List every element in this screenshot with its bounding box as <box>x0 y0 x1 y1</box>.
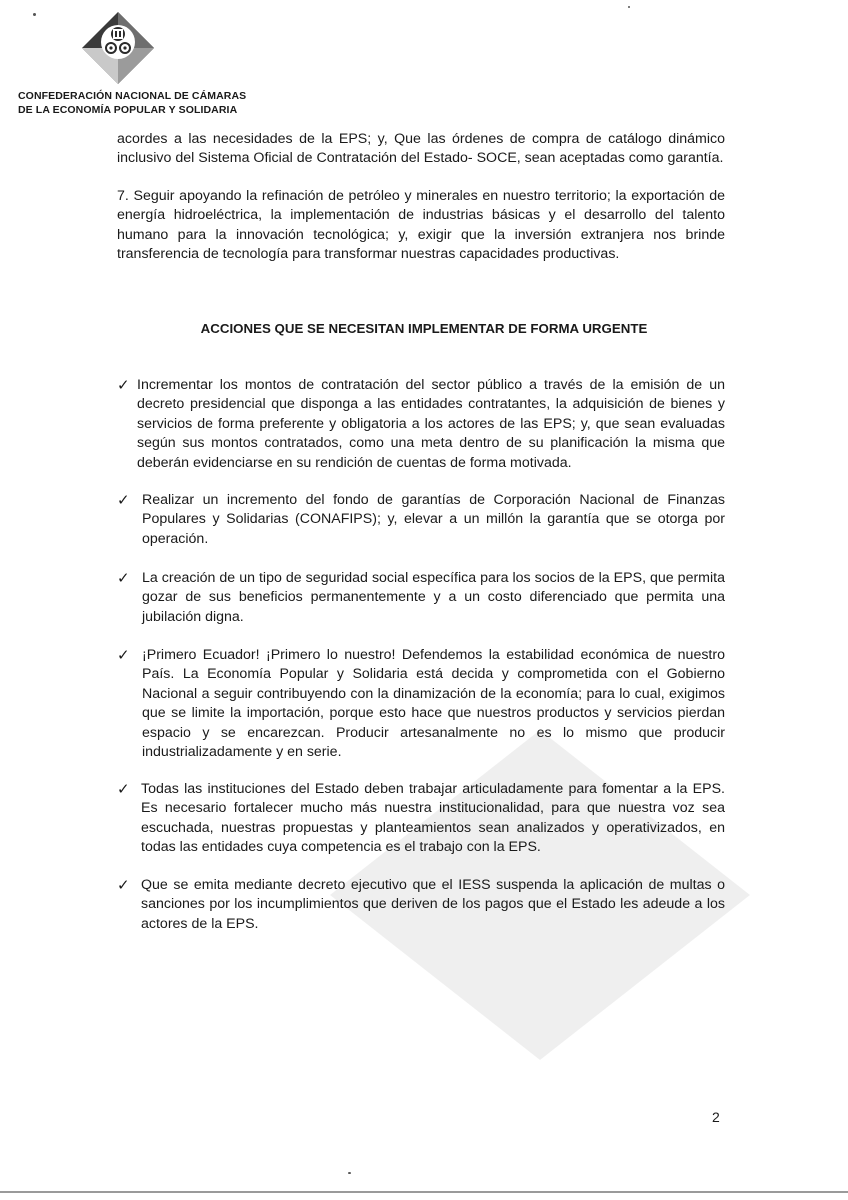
checkmark-icon: ✓ <box>117 492 130 509</box>
list-item-text: ¡Primero Ecuador! ¡Primero lo nuestro! Defendemos la estabilidad económica de nuestro País. La Economía Popular y Solidaria está decida y comprometida con el Gobierno Nacional a seguir contribuyendo con la dinamización de la economía; para lo cual, exigimos que se limite la importación, porque esto hace que nuestros productos y servicios pierdan espacio y se encarezcan. Producir artesanalmente no es lo mismo que producir industrializadamente y en serie. <box>142 647 725 761</box>
list-item-text: Realizar un incremento del fondo de garantías de Corporación Nacional de Finanzas Populares y Solidarias (CONAFIPS); y, elevar a un millón la garantía que se otorga por operación. <box>142 492 725 547</box>
checkmark-icon: ✓ <box>117 647 130 664</box>
organization-name <box>18 89 246 117</box>
scan-edge-line <box>0 1191 848 1193</box>
page-number: 2 <box>712 1109 720 1125</box>
organization-name-line1: CONFEDERACIÓN NACIONAL DE CÁMARAS <box>18 90 247 102</box>
list-item-text: Todas las instituciones del Estado deben trabajar articuladamente para fomentar a la EPS. Es necesario fortalecer mucho más nuestra institucionalidad, para que nuestra voz sea escuchada, nuestras propuestas y planteamientos sean analizados y operativizados, en todas las entidades cuya competencia es el trabajo con la EPS. <box>141 781 725 856</box>
checkmark-icon: ✓ <box>117 377 130 394</box>
organization-logo <box>80 10 156 86</box>
list-item-text: La creación de un tipo de seguridad social específica para los socios de la EPS, que permita gozar de sus beneficios permanentemente y a un costo diferenciado que permita una jubilación digna. <box>142 570 725 625</box>
list-item-text: Incrementar los montos de contratación del sector público a través de la emisión de un decreto presidencial que disponga a las entidades contratantes, la adquisición de bienes y servicios de forma preferente y obligatoria a los actores de las EPS; y, que sean evaluadas según sus montos contratados, como una meta dentro de su planificación la misma que deberán evidenciarse en su rendición de cuentas de forma motivada. <box>137 377 725 471</box>
paragraph-item-7: 7. Seguir apoyando la refinación de petróleo y minerales en nuestro territorio; la exportación de energía hidroeléctrica, la implementación de industrias básicas y el desarrollo del talento humano para la innovación tecnológica; y, exigir que la inversión extranjera nos brinde transferencia de tecnología para transformar nuestras capacidades productivas. <box>117 188 725 263</box>
checkmark-icon: ✓ <box>117 570 130 587</box>
paragraph-continued: acordes a las necesidades de la EPS; y, Que las órdenes de compra de catálogo dinámico inclusivo del Sistema Oficial de Contratación del Estado- SOCE, sean aceptadas como garantía. <box>117 131 725 167</box>
scan-speck <box>348 1172 351 1174</box>
checkmark-icon: ✓ <box>117 877 130 894</box>
scan-speck <box>33 13 36 16</box>
list-item-text: Que se emita mediante decreto ejecutivo que el IESS suspenda la aplicación de multas o sanciones por los incumplimientos que deriven de los pagos que el Estado les adeude a los actores de la EPS. <box>141 877 725 932</box>
organization-name-line2: DE LA ECONOMÍA POPULAR Y SOLIDARIA <box>18 104 238 116</box>
scan-speck <box>628 6 630 8</box>
section-heading: ACCIONES QUE SE NECESITAN IMPLEMENTAR DE FORMA URGENTE <box>200 321 648 336</box>
checkmark-icon: ✓ <box>117 781 130 798</box>
